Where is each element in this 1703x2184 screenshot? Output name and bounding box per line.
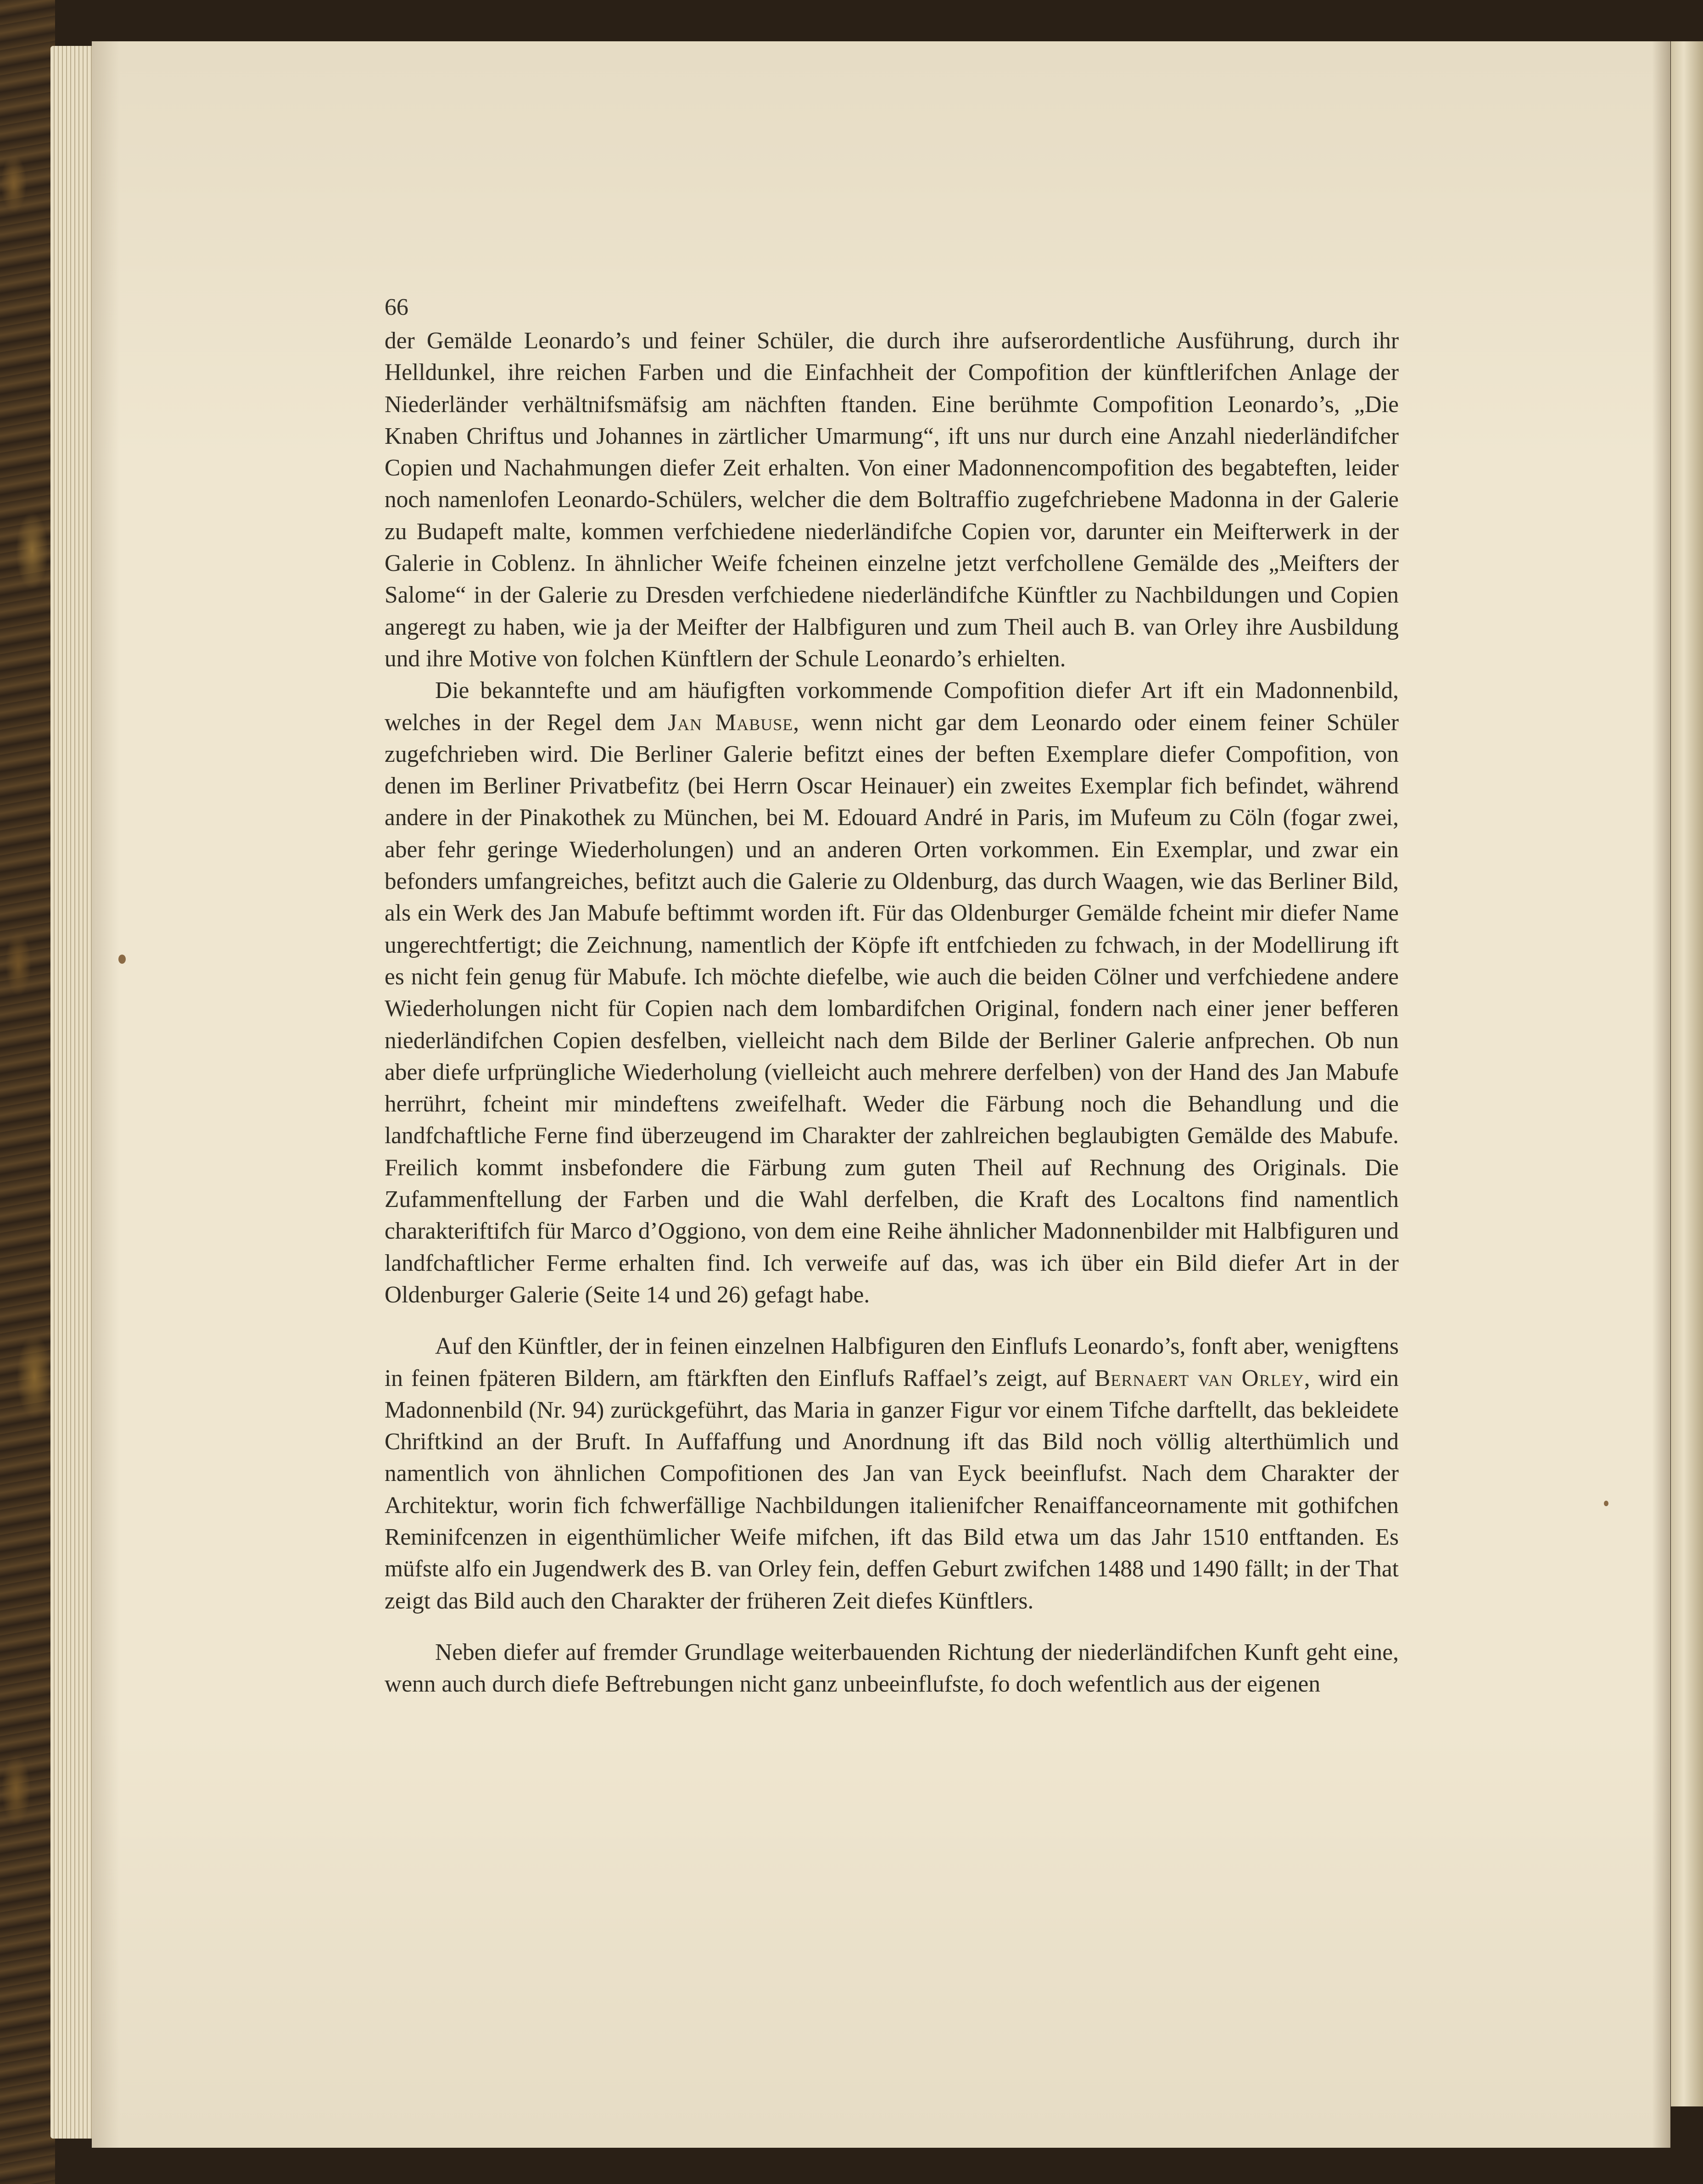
body-text: [385, 325, 1399, 1700]
artist-name: Jan Mabuse: [668, 709, 793, 736]
text-run: , wenn nicht gar dem Leonardo oder einem feiner Schüler zugefchrieben wird. Die Berliner Galerie befitzt eines der beften Exemplare diefer Compofition, von denen im Berliner Privatbefitz (bei Herrn Oscar Heinauer) ein zweites Exemplar fich befindet, während andere in der Pinakothek zu München, bei M. Edouard André in Paris, im Mufeum zu Cöln (fogar zwei, aber fehr geringe Wiederholungen) und an anderen Orten vorkommen. Ein Exemplar, und zwar ein befonders umfangreiches, befitzt auch die Galerie zu Oldenburg, das durch Waagen, wie das Berliner Bild, als ein Werk des Jan Mabufe beftimmt worden ift. Für das Oldenburger Gemälde fcheint mir diefer Name ungerechtfertigt; die Zeichnung, namentlich der Köpfe ift entfchieden zu fchwach, in der Modellirung ift es nicht fein genug für Mabufe. Ich möchte diefelbe, wie auch die beiden Cölner und verfchiedene andere Wiederholungen nicht für Copien nach dem lombardifchen Original, fondern nach einer jener befferen niederländifchen Copien desfelben, vielleicht nach dem Bilde der Berliner Galerie anfprechen. Ob nun aber diefe urfprüngliche Wiederholung (vielleicht auch mehrere derfelben) von der Hand des Jan Mabufe herrührt, fcheint mir mindeftens zweifelhaft. Weder die Färbung noch die Behandlung und die landfchaftliche Ferne find überzeugend im Charakter der zahlreichen beglaubigten Gemälde des Mabufe. Freilich kommt insbefondere die Färbung zum guten Theil auf Rechnung des Originals. Die Zufammenftellung der Farben und die Wahl derfelben, die Kraft des Localtons find namentlich charakteriftifch für Marco d’Oggiono, von dem eine Reihe ähnlicher Madonnenbilder mit Halbfiguren und landfchaftlicher Ferme erhalten find. Ich verweife auf das, was ich über ein Bild diefer Art in der Oldenburger Galerie (Seite 14 und 26) gefagt habe.: [385, 709, 1399, 1308]
page-edges: [50, 46, 96, 2139]
artist-name: Bernaert van Orley: [1094, 1365, 1304, 1391]
text-run: Die bekanntefte und am häufigften vorkommende Compofition diefer Art ift ein Madonnenbild, welches in der Regel dem: [385, 677, 1399, 736]
text-run: Auf den Künftler, der in feinen einzelnen Halbfiguren den Einflufs Leonardo’s, fonft aber, wenigftens in feinen fpäteren Bildern, am ftärkften den Einflufs Raffael’s zeigt, auf: [385, 1333, 1399, 1391]
paragraph-4: [385, 1637, 1399, 1700]
foxing-spot: [1604, 1501, 1608, 1506]
marbled-cover-edge: [0, 0, 55, 2184]
paragraph-2: [385, 675, 1399, 1311]
text-run: Neben diefer auf fremder Grundlage weiterbauenden Richtung der niederländifchen Kunft geht eine, wenn auch durch diefe Beftrebungen nicht ganz unbeeinflufste, fo doch wefentlich aus der eigenen: [385, 1639, 1399, 1698]
foxing-spot: [118, 955, 126, 964]
paragraph-1: [385, 325, 1399, 675]
text-run: der Gemälde Leonardo’s und feiner Schüler, die durch ihre aufserordentliche Ausführung, durch ihr Helldunkel, ihre reichen Farben und die Einfachheit der Compofition der künftlerifchen Anlage der Niederländer verhältnifsmäfsig am nächften ftanden. Eine berühmte Compofition Leonardo’s, „Die Knaben Chriftus und Johannes in zärtlicher Umarmung“, ift uns nur durch eine Anzahl niederländifcher Copien und Nachahmungen diefer Zeit erhalten. Von einer Madonnencompofition des begabteften, leider noch namenlofen Leonardo-Schülers, welcher die dem Boltraffio zugefchriebene Madonna in der Galerie zu Budapeft malte, kommen verfchiedene niederländifche Copien vor, darunter ein Meifterwerk in der Galerie in Coblenz. In ähnlicher Weife fcheinen einzelne jetzt verfchollene Gemälde des „Meifters der Salome“ in der Galerie zu Dresden verfchiedene niederländifche Künftler zu Nachbildungen und Copien angeregt zu haben, wie ja der Meifter der Halbfiguren und zum Theil auch B. van Orley ihre Ausbildung und ihre Motive von folchen Künftlern der Schule Leonardo’s erhielten.: [385, 328, 1399, 672]
page-number: 66: [385, 294, 408, 320]
paragraph-3: [385, 1330, 1399, 1617]
facing-page-edge: [1671, 41, 1703, 2106]
text-run: , wird ein Madonnenbild (Nr. 94) zurückgeführt, das Maria in ganzer Figur vor einem Tifche darftellt, das bekleidete Chriftkind an der Bruft. In Auffaffung und Anordnung ift das Bild noch völlig alterthümlich und namentlich von ähnlichen Compofitionen des Jan van Eyck beeinflufst. Nach dem Charakter der Architektur, worin fich fchwerfällige Nachbildungen italienifcher Renaiffanceornamente mit gothifchen Reminifcenzen in eigenthümlicher Weife mifchen, ift das Bild etwa um das Jahr 1510 entftanden. Es müfste alfo ein Jugendwerk des B. van Orley fein, deffen Geburt zwifchen 1488 und 1490 fällt; in der That zeigt das Bild auch den Charakter der früheren Zeit diefes Künftlers.: [385, 1365, 1399, 1614]
